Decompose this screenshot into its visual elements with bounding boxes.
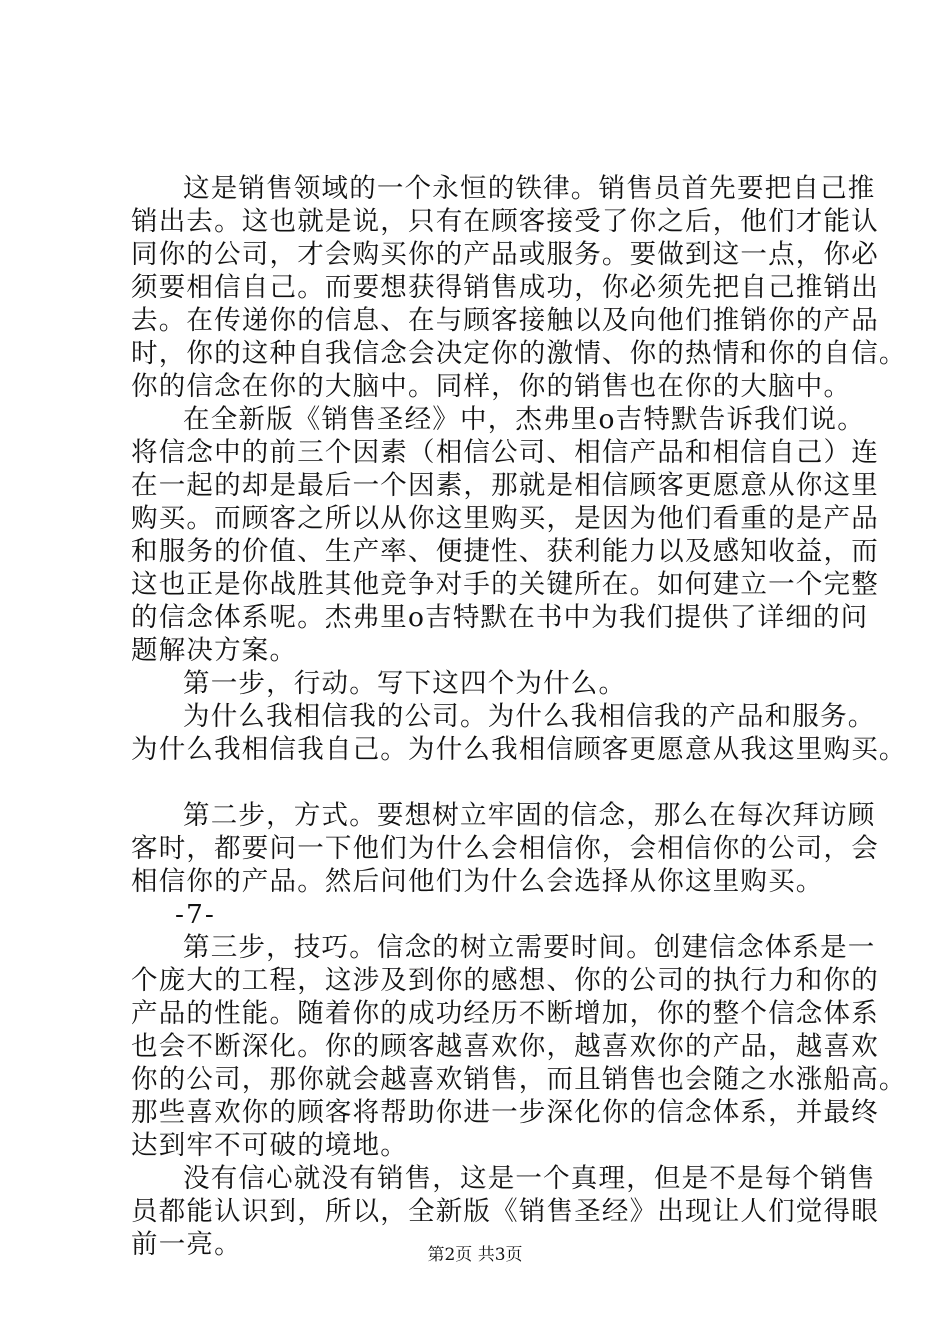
paragraph-line: 同你的公司，才会购买你的产品或服务。要做到这一点，你必	[131, 239, 879, 270]
paragraph-line: 第一步，行动。写下这四个为什么。	[183, 668, 627, 699]
document-body	[131, 172, 907, 1261]
blank-line	[131, 766, 851, 799]
paragraph-line: 相信你的产品。然后问他们为什么会选择从你这里购买。	[131, 866, 824, 897]
paragraph-line: 时，你的这种自我信念会决定你的激情、你的热情和你的自信。	[131, 338, 907, 369]
paragraph-line: 个庞大的工程，这涉及到你的感想、你的公司的执行力和你的	[131, 965, 879, 996]
paragraph-line: 这也正是你战胜其他竞争对手的关键所在。如何建立一个完整	[131, 569, 879, 600]
paragraph-line: 这是销售领域的一个永恒的铁律。销售员首先要把自己推	[183, 173, 876, 204]
paragraph-line: 在一起的却是最后一个因素，那就是相信顾客更愿意从你这里	[131, 470, 879, 501]
paragraph-line: 那些喜欢你的顾客将帮助你进一步深化你的信念体系，并最终	[131, 1097, 879, 1128]
paragraph-line: 没有信心就没有销售，这是一个真理，但是不是每个销售	[183, 1163, 876, 1194]
paragraph-line: 题解决方案。	[131, 635, 298, 666]
paragraph-line: 销出去。这也就是说，只有在顾客接受了你之后，他们才能认	[131, 206, 879, 237]
paragraph-line: 为什么我相信我的公司。为什么我相信我的产品和服务。	[183, 701, 876, 732]
paragraph-line: 在全新版《销售圣经》中，杰弗里o吉特默告诉我们说。	[183, 404, 865, 435]
paragraph-line: 你的公司，那你就会越喜欢销售，而且销售也会随之水涨船高。	[131, 1064, 907, 1095]
paragraph-line: 你的信念在你的大脑中。同样，你的销售也在你的大脑中。	[131, 371, 852, 402]
paragraph-line: 须要相信自己。而要想获得销售成功，你必须先把自己推销出	[131, 272, 879, 303]
paragraph-line: 员都能认识到，所以，全新版《销售圣经》出现让人们觉得眼	[131, 1196, 879, 1227]
paragraph-line: 的信念体系呢。杰弗里o吉特默在书中为我们提供了详细的问	[131, 602, 869, 633]
paragraph-line: 将信念中的前三个因素（相信公司、相信产品和相信自己）连	[131, 437, 879, 468]
paragraph-line: 客时，都要问一下他们为什么会相信你，会相信你的公司，会	[131, 833, 879, 864]
paragraph-line: 达到牢不可破的境地。	[131, 1130, 408, 1161]
paragraph-line: 购买。而顾客之所以从你这里购买，是因为他们看重的是产品	[131, 503, 879, 534]
paragraph-line: 去。在传递你的信息、在与顾客接触以及向他们推销你的产品	[131, 305, 879, 336]
paragraph-line: 第二步，方式。要想树立牢固的信念，那么在每次拜访顾	[183, 800, 876, 831]
paragraph-line: 第三步，技巧。信念的树立需要时间。创建信念体系是一	[183, 932, 876, 963]
paragraph-line: 前一亮。	[131, 1229, 242, 1260]
paragraph-line: 也会不断深化。你的顾客越喜欢你，越喜欢你的产品，越喜欢	[131, 1031, 879, 1062]
paragraph-line: 和服务的价值、生产率、便捷性、获利能力以及感知收益，而	[131, 536, 879, 567]
inline-page-number: -7-	[175, 899, 216, 930]
page-footer: 第2页 共3页	[427, 1245, 523, 1265]
paragraph-line: 产品的性能。随着你的成功经历不断增加，你的整个信念体系	[131, 998, 879, 1029]
paragraph-line: 为什么我相信我自己。为什么我相信顾客更愿意从我这里购买。	[131, 734, 907, 765]
